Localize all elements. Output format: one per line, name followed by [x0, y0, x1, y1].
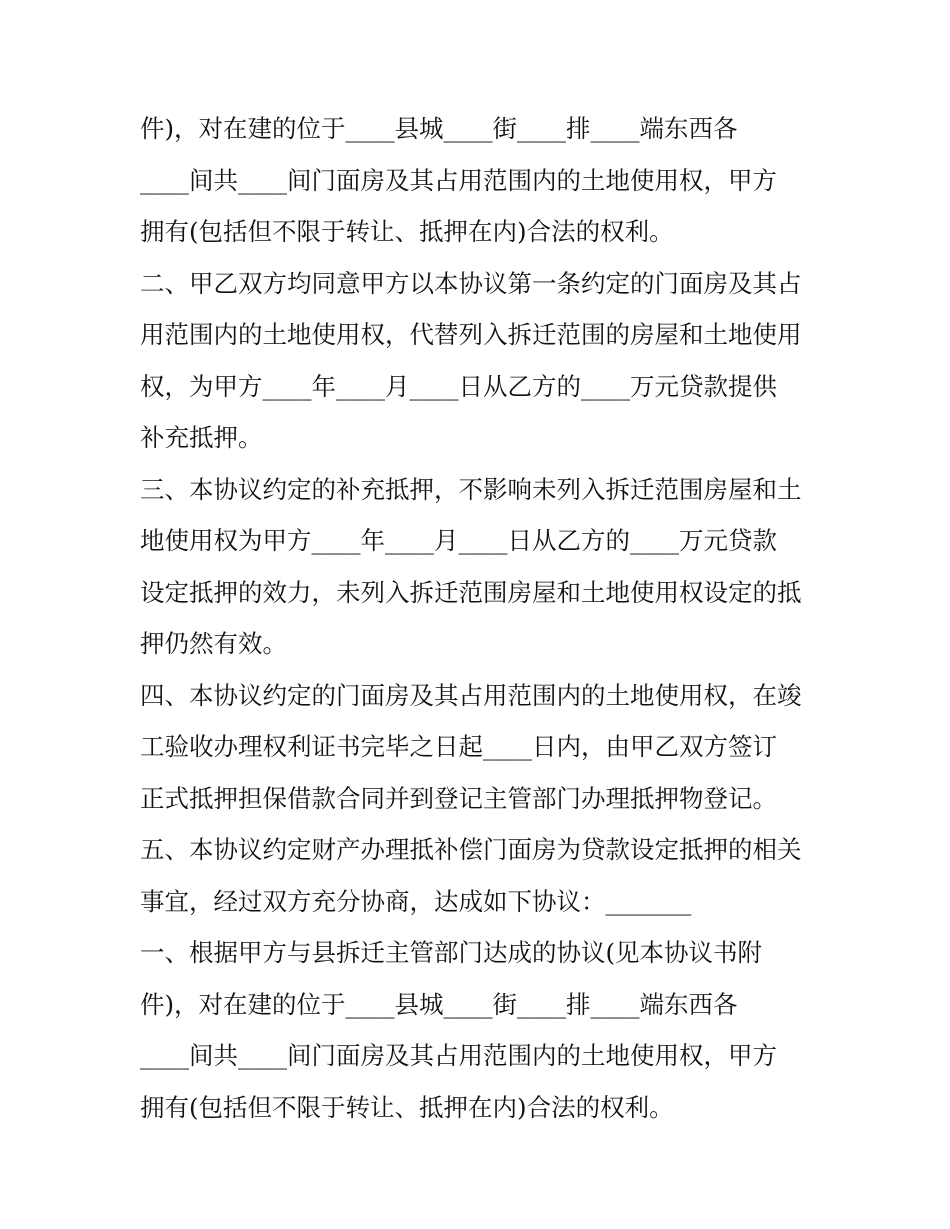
- text-line: 拥有(包括但不限于转让、抵押在内)合法的权利。: [140, 217, 674, 246]
- text-line: 四、本协议约定的门面房及其占用范围内的土地使用权，在竣: [140, 680, 802, 710]
- text-line: 二、甲乙双方均同意甲方以本协议第一条约定的门面房及其占: [140, 268, 802, 298]
- text-line: 件)，对在建的位于____县城____街____排____端东西各: [140, 114, 738, 143]
- text-line: 设定抵押的效力，未列入拆迁范围房屋和土地使用权设定的抵: [140, 577, 802, 607]
- text-line: 件)，对在建的位于____县城____街____排____端东西各: [140, 989, 738, 1019]
- text-line: 用范围内的土地使用权，代替列入拆迁范围的房屋和土地使用: [140, 320, 802, 349]
- text-line: 地使用权为甲方____年____月____日从乙方的____万元贷款: [140, 526, 777, 555]
- text-line: 权，为甲方____年____月____日从乙方的____万元贷款提供: [140, 371, 777, 401]
- document-body: [140, 103, 820, 1133]
- text-line: 五、本协议约定财产办理抵补偿门面房为贷款设定抵押的相关: [140, 835, 802, 864]
- text-line: 一、根据甲方与县拆迁主管部门达成的协议(见本协议书附: [140, 938, 763, 967]
- text-line: 事宜，经过双方充分协商，达成如下协议：_______: [140, 886, 692, 916]
- text-line: 押仍然有效。: [140, 629, 287, 658]
- text-line: 正式抵押担保借款合同并到登记主管部门办理抵押物登记。: [140, 783, 777, 813]
- text-line: ____间共____间门面房及其占用范围内的土地使用权，甲方: [140, 1041, 777, 1070]
- text-line: ____间共____间门面房及其占用范围内的土地使用权，甲方: [140, 165, 777, 195]
- text-line: 工验收办理权利证书完毕之日起____日内，由甲乙双方签订: [140, 732, 777, 761]
- text-line: 三、本协议约定的补充抵押，不影响未列入拆迁范围房屋和土: [140, 474, 802, 504]
- text-line: 拥有(包括但不限于转让、抵押在内)合法的权利。: [140, 1092, 674, 1122]
- text-line: 补充抵押。: [140, 423, 263, 452]
